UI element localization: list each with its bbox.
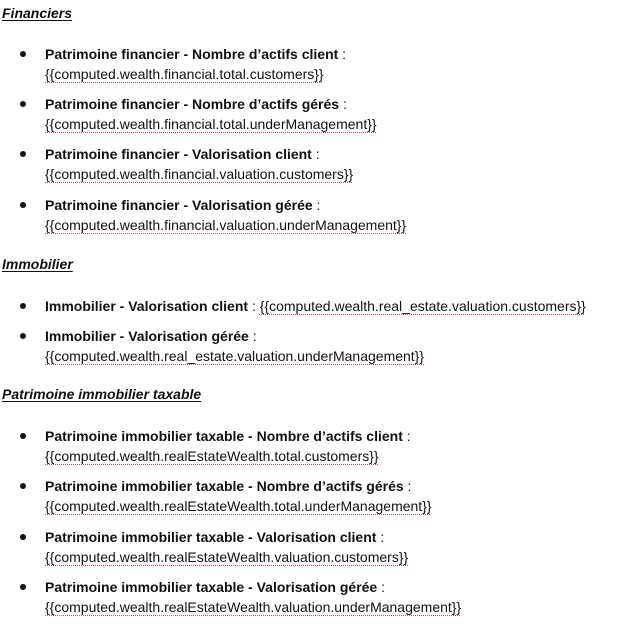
item-code-line (45, 548, 408, 566)
item-separator: : (403, 478, 412, 494)
item-label: Patrimoine immobilier taxable - Valorisation client (45, 529, 377, 545)
bullet-icon (20, 333, 26, 339)
bullet-icon (20, 303, 26, 309)
item-code-line (45, 165, 353, 183)
section-heading-patrimoine-immobilier-taxable: Patrimoine immobilier taxable (2, 386, 202, 402)
item-label: Patrimoine financier - Valorisation gérée (45, 197, 313, 213)
item-template-variable: {{computed.wealth.financial.total.underManagement}} (45, 116, 377, 132)
item-separator: : (338, 46, 347, 62)
bullet-icon (20, 483, 26, 489)
item-separator: : (377, 579, 386, 595)
item-template-variable: {{computed.wealth.financial.total.customers}} (45, 66, 324, 82)
item-label-line (45, 578, 385, 596)
item-separator: : (312, 197, 321, 213)
item-label: Patrimoine financier - Nombre d’actifs gérés (45, 96, 340, 112)
section-heading-immobilier: Immobilier (2, 256, 73, 272)
item-separator: : (311, 146, 320, 162)
item-label: Immobilier - Valorisation client (45, 298, 249, 314)
item-label-line (45, 297, 586, 315)
item-code-line (45, 65, 324, 83)
bullet-icon (20, 534, 26, 540)
item-code-line (45, 115, 377, 133)
item-label: Patrimoine immobilier taxable - Nombre d’actifs gérés (45, 478, 404, 494)
bullet-icon (20, 151, 26, 157)
item-label-line (45, 528, 384, 546)
item-label: Patrimoine immobilier taxable - Nombre d’actifs client (45, 428, 403, 444)
item-separator: : (248, 298, 260, 314)
item-label-line (45, 145, 320, 163)
item-label-line (45, 45, 346, 63)
item-template-variable: {{computed.wealth.realEstateWealth.valuation.customers}} (45, 549, 409, 565)
item-label-line (45, 427, 411, 445)
item-separator: : (248, 328, 257, 344)
section-heading-financiers: Financiers (2, 5, 73, 21)
item-template-variable: {{computed.wealth.realEstateWealth.valuation.underManagement}} (45, 599, 462, 615)
item-code-line (45, 598, 461, 616)
item-label-line (45, 196, 320, 214)
item-label-line (45, 95, 347, 113)
bullet-icon (20, 51, 26, 57)
item-code-line (45, 216, 406, 234)
bullet-icon (20, 202, 26, 208)
item-label: Patrimoine immobilier taxable - Valorisation gérée (45, 579, 378, 595)
item-template-variable: {{computed.wealth.real_estate.valuation.customers}} (259, 298, 586, 314)
item-separator: : (376, 529, 385, 545)
bullet-icon (20, 584, 26, 590)
item-label: Patrimoine financier - Nombre d’actifs client (45, 46, 339, 62)
item-code-line (45, 347, 424, 365)
item-template-variable: {{computed.wealth.financial.valuation.underManagement}} (45, 217, 407, 233)
item-separator: : (402, 428, 411, 444)
item-label: Patrimoine financier - Valorisation client (45, 146, 312, 162)
bullet-icon (20, 101, 26, 107)
item-code-line (45, 497, 432, 515)
item-template-variable: {{computed.wealth.financial.valuation.customers}} (45, 166, 354, 182)
item-code-line (45, 447, 379, 465)
item-template-variable: {{computed.wealth.realEstateWealth.total.customers}} (45, 448, 379, 464)
item-label: Immobilier - Valorisation gérée (45, 328, 249, 344)
item-template-variable: {{computed.wealth.real_estate.valuation.underManagement}} (45, 348, 425, 364)
bullet-icon (20, 433, 26, 439)
item-template-variable: {{computed.wealth.realEstateWealth.total.underManagement}} (45, 498, 432, 514)
item-label-line (45, 477, 411, 495)
item-label-line (45, 327, 257, 345)
item-separator: : (339, 96, 347, 112)
